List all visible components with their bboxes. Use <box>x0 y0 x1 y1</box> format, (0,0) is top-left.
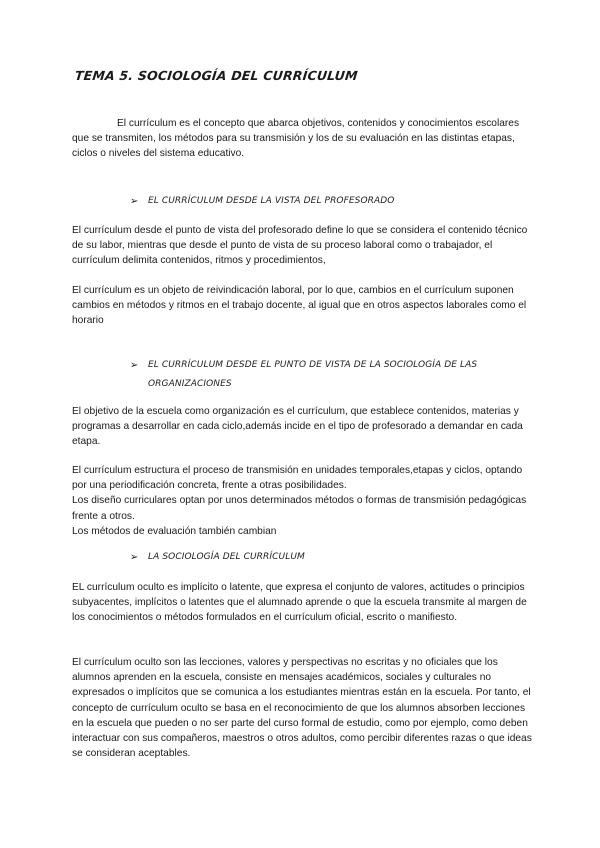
section1-p1-text: El currículum desde el punto de vista del profesorado define lo que se considera el contenido técnico de su labor, mientras que desde el punto de vista de su proceso laboral como o trabajador, el currículum delimita contenidos, ritmos y procedimientos, <box>72 225 528 267</box>
section1-paragraph-1 <box>72 223 534 269</box>
section2-heading-line2: ORGANIZACIONES <box>148 379 232 389</box>
section3-paragraph-2 <box>72 655 534 761</box>
section2-p2-line1: El currículum estructura el proceso de transmisión en unidades temporales,etapas y ciclos, optando por una periodificación concreta, frente a otras posibilidades. <box>72 465 523 492</box>
section2-paragraph-2 <box>72 463 534 539</box>
section2-paragraph-1 <box>72 404 534 450</box>
arrow-bullet-icon: ➢ <box>130 196 139 207</box>
section2-heading <box>130 356 478 394</box>
arrow-bullet-icon: ➢ <box>130 552 139 563</box>
section2-p1-text: El objetivo de la escuela como organización es el currículum, que establece contenidos, materias y programas a desarrollar en cada ciclo,además incide en el tipo de profesorado a demandar en cada etapa. <box>72 406 523 448</box>
page-title: TEMA 5. SOCIOLOGÍA DEL CURRÍCULUM <box>74 68 359 83</box>
section1-p2-text: El currículum es un objeto de reivindicación laboral, por lo que, cambios en el currículum suponen cambios en métodos y ritmos en el trabajo docente, al igual que en otros aspectos laborales como el horario <box>72 285 527 327</box>
section3-paragraph-1 <box>72 580 534 626</box>
arrow-bullet-icon: ➢ <box>130 360 139 371</box>
section3-p2-text: El currículum oculto son las lecciones, valores y perspectivas no escritas y no oficiales que los alumnos aprenden en la escuela, consiste en mensajes académicos, sociales y culturales no expresados o implícitos que se comunica a los estudiantes mientras están en la escuela. Por tanto, el concepto de currículum oculto se basa en el reconocimiento de que los alumnos absorben lecciones en la escuela que pueden o no ser parte del curso formal de estudio, como por ejemplo, como deben interactuar con sus compañeros, maestros o otros adultos, como percibir diferentes razas o que ideas se consideran aceptables. <box>72 657 532 760</box>
section3-heading-text: LA SOCIOLOGÍA DEL CURRÍCULUM <box>148 552 305 562</box>
section3-heading <box>130 548 305 567</box>
section2-heading-line1: EL CURRÍCULUM DESDE EL PUNTO DE VISTA DE LA SOCIOLOGÍA DE LAS <box>148 360 478 370</box>
section1-heading-text: EL CURRÍCULUM DESDE LA VISTA DEL PROFESORADO <box>148 196 395 206</box>
section2-p2-line3: Los métodos de evaluación también cambian <box>72 525 277 537</box>
intro-paragraph <box>72 116 534 162</box>
section1-paragraph-2 <box>72 283 534 329</box>
intro-text: El currículum es el concepto que abarca objetivos, contenidos y conocimientos escolares que se transmiten, los métodos para su transmisión y los de su evaluación en las distintas etapas, ciclos o niveles del sistema educativo. <box>72 118 520 160</box>
section3-p1-text: EL currículum oculto es implícito o latente, que expresa el conjunto de valores, actitudes o principios subyacentes, implícitos o latentes que el alumnado aprende o que la escuela transmite al margen de los conocimientos o métodos formulados en el currículum oficial, escrito o manifiesto. <box>72 582 527 624</box>
section1-heading <box>130 192 395 211</box>
section2-p2-line2: Los diseño curriculares optan por unos determinados métodos o formas de transmisión pedagógicas frente a otros. <box>72 495 527 522</box>
